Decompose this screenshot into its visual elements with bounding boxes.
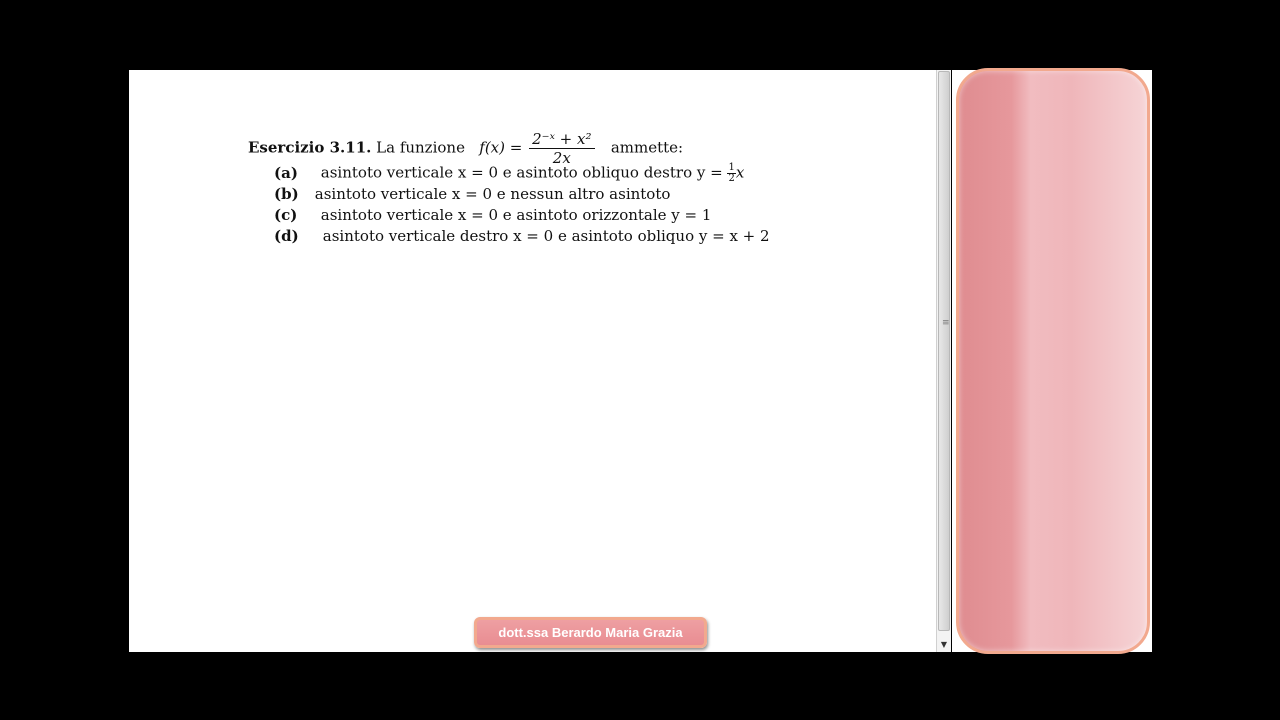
option-b bbox=[274, 185, 670, 203]
option-text: asintoto verticale x = 0 e nessun altro asintoto bbox=[314, 185, 671, 203]
exercise-trailing: ammette: bbox=[610, 138, 684, 157]
decorative-pink-bar bbox=[956, 68, 1150, 654]
side-panel bbox=[952, 70, 1152, 652]
option-d bbox=[274, 227, 770, 245]
option-label: (b) bbox=[274, 185, 299, 203]
fraction-denominator: 2x bbox=[552, 149, 571, 167]
triangle-down-icon[interactable]: ▼ bbox=[940, 640, 948, 649]
exercise-intro: La funzione bbox=[376, 138, 465, 157]
option-fraction bbox=[727, 163, 735, 184]
scrollbar-thumb[interactable] bbox=[938, 71, 950, 631]
grip-icon: ≡ bbox=[942, 318, 950, 328]
option-label: (c) bbox=[274, 206, 298, 224]
option-label: (d) bbox=[274, 227, 299, 245]
option-text: asintoto verticale destro x = 0 e asintoto obliquo y = x + 2 bbox=[322, 227, 770, 245]
option-label: (a) bbox=[274, 163, 298, 182]
function-lhs: f(x) = bbox=[479, 138, 523, 157]
document-page bbox=[129, 70, 936, 652]
exercise-title: Esercizio 3.11. bbox=[248, 138, 372, 157]
option-text: asintoto verticale x = 0 e asintoto orizzontale y = 1 bbox=[320, 206, 712, 224]
fraction-numerator: 2⁻ˣ + x² bbox=[529, 130, 594, 149]
exercise-header bbox=[248, 130, 683, 167]
vertical-scrollbar[interactable] bbox=[936, 70, 951, 652]
option-fraction-num: 1 bbox=[728, 162, 735, 173]
option-tail: x bbox=[735, 163, 745, 182]
author-footer: dott.ssa Berardo Maria Grazia bbox=[474, 617, 707, 648]
function-fraction bbox=[529, 130, 594, 167]
option-c bbox=[274, 206, 711, 224]
option-fraction-den: 2 bbox=[728, 173, 735, 184]
option-a bbox=[274, 163, 744, 184]
option-text: asintoto verticale x = 0 e asintoto obliquo destro y = bbox=[320, 163, 723, 182]
